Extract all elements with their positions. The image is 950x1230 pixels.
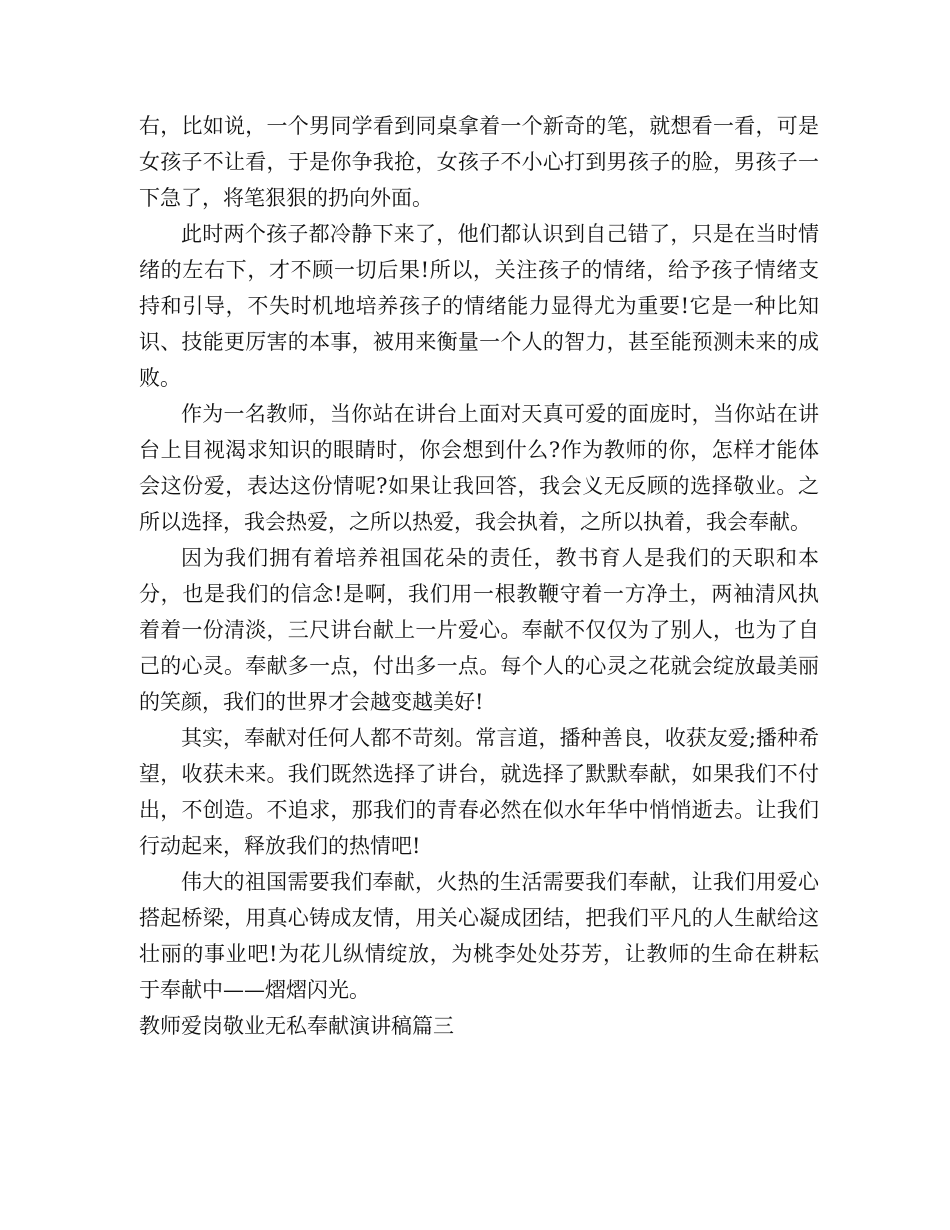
paragraph-1: 右，比如说，一个男同学看到同桌拿着一个新奇的笔，就想看一看，可是女孩子不让看，于是你争我抢，女孩子不小心打到男孩子的脸，男孩子一下急了，将笔狠狠的扔向外面。 [139, 114, 819, 210]
paragraph-3: 作为一名教师，当你站在讲台上面对天真可爱的面庞时，当你站在讲台上目视渴求知识的眼睛时，你会想到什么?作为教师的你，怎样才能体会这份爱，表达这份情呢?如果让我回答，我会义无反顾的选择敬业。之所以选择，我会热爱，之所以热爱，我会执着，之所以执着，我会奉献。 [139, 402, 819, 534]
paragraph-5: 其实，奉献对任何人都不苛刻。常言道，播种善良，收获友爱;播种希望，收获未来。我们既然选择了讲台，就选择了默默奉献，如果我们不付出，不创造。不追求，那我们的青春必然在似水年华中悄悄逝去。让我们行动起来，释放我们的热情吧! [139, 726, 819, 858]
paragraph-2: 此时两个孩子都冷静下来了，他们都认识到自己错了，只是在当时情绪的左右下，才不顾一切后果!所以，关注孩子的情绪，给予孩子情绪支持和引导，不失时机地培养孩子的情绪能力显得尤为重要!它是一种比知识、技能更厉害的本事，被用来衡量一个人的智力，甚至能预测未来的成败。 [139, 222, 819, 390]
document-body [139, 108, 819, 1044]
paragraph-4: 因为我们拥有着培养祖国花朵的责任，教书育人是我们的天职和本分，也是我们的信念!是啊，我们用一根教鞭守着一方净土，两袖清风执着着一份清淡，三尺讲台献上一片爱心。奉献不仅仅为了别人，也为了自己的心灵。奉献多一点，付出多一点。每个人的心灵之花就会绽放最美丽的笑颜，我们的世界才会越变越美好! [139, 546, 819, 714]
paragraph-6: 伟大的祖国需要我们奉献，火热的生活需要我们奉献，让我们用爱心搭起桥梁，用真心铸成友情，用关心凝成团结，把我们平凡的人生献给这壮丽的事业吧!为花儿纵情绽放，为桃李处处芬芳，让教师的生命在耕耘于奉献中——熠熠闪光。 [139, 870, 819, 1002]
section-heading: 教师爱岗敬业无私奉献演讲稿篇三 [139, 1014, 454, 1038]
